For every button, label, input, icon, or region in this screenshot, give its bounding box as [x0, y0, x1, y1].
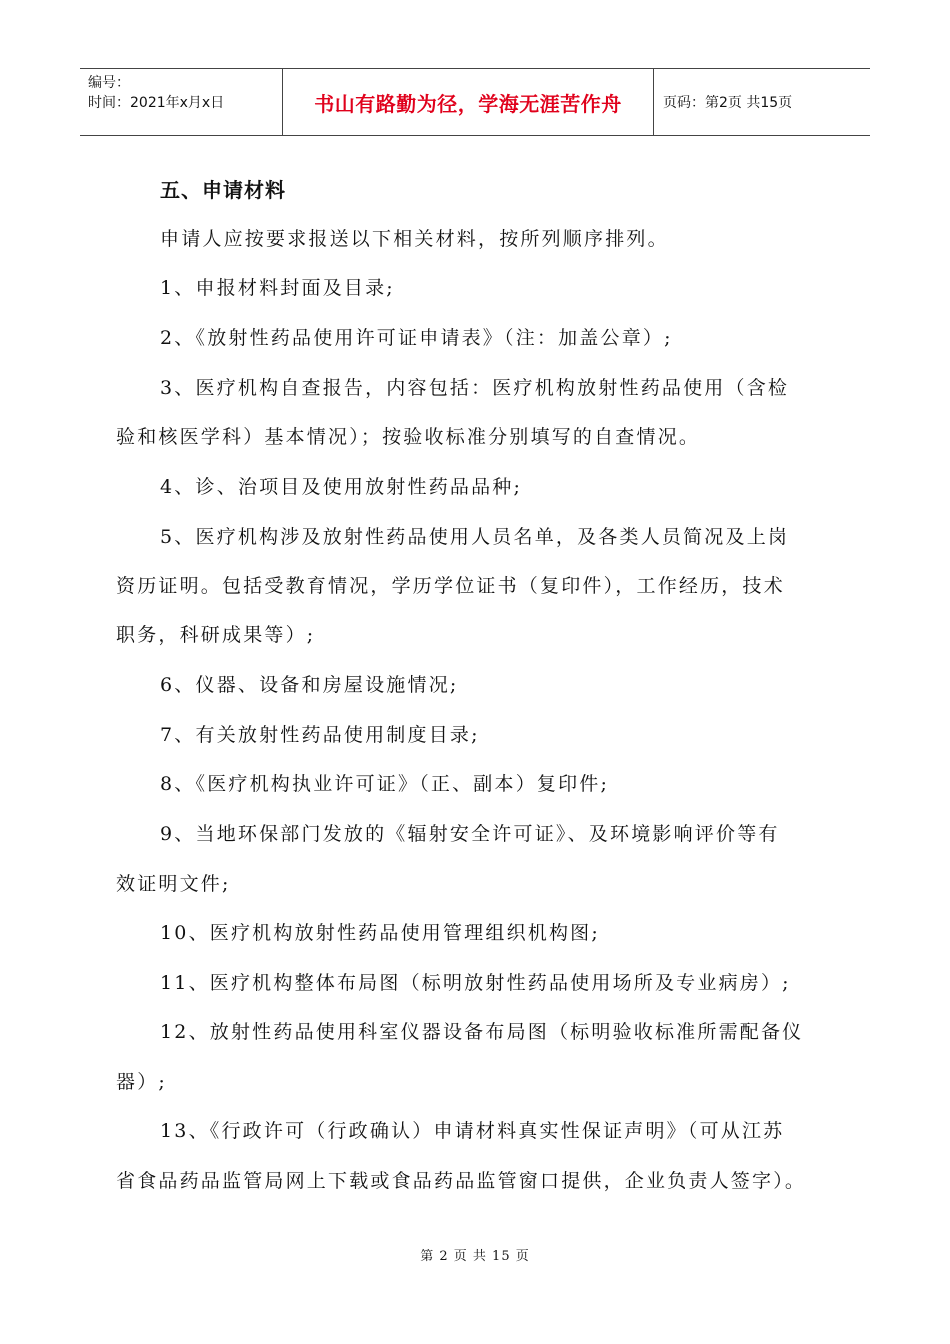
list-item: 1、申报材料封面及目录;: [160, 277, 395, 299]
header-page-info: 页码：第2页 共15页: [663, 95, 793, 111]
header-motto-cell: [282, 69, 654, 135]
list-item-continuation: 器）;: [116, 1071, 168, 1093]
page-footer: 第 2 页 共 15 页: [420, 1249, 530, 1264]
list-item-continuation: 效证明文件;: [116, 873, 231, 895]
paragraph-line: 申请人应按要求报送以下相关材料，按所列顺序排列。: [160, 228, 669, 250]
list-item-continuation: 省食品药品监管局网上下载或食品药品监管窗口提供，企业负责人签字）。: [116, 1170, 807, 1192]
header-meta: [80, 69, 282, 135]
list-item: 8、《医疗机构执业许可证》（正、副本）复印件;: [160, 773, 610, 795]
list-item: 11、医疗机构整体布局图（标明放射性药品使用场所及专业病房）;: [160, 972, 791, 994]
list-item: 3、医疗机构自查报告，内容包括：医疗机构放射性药品使用（含检: [160, 377, 790, 399]
page-header: [80, 68, 870, 136]
list-item: 12、放射性药品使用科室仪器设备布局图（标明验收标准所需配备仪: [160, 1021, 804, 1043]
list-item: 2、《放射性药品使用许可证申请表》（注：加盖公章）;: [160, 327, 673, 349]
header-motto: 书山有路勤为径，学海无涯苦作舟: [314, 91, 622, 116]
list-item: 13、《行政许可（行政确认）申请材料真实性保证声明》（可从江苏: [160, 1120, 785, 1142]
list-item: 7、有关放射性药品使用制度目录;: [160, 724, 480, 746]
list-item-continuation: 职务，科研成果等）;: [116, 624, 316, 646]
list-item-continuation: 验和核医学科）基本情况）；按验收标准分别填写的自查情况。: [116, 426, 701, 448]
list-item: 9、当地环保部门发放的《辐射安全许可证》、及环境影响评价等有: [160, 823, 780, 845]
list-item: 5、医疗机构涉及放射性药品使用人员名单，及各类人员简况及上岗: [160, 526, 790, 548]
list-item: 6、仪器、设备和房屋设施情况;: [160, 674, 459, 696]
list-item: 4、诊、治项目及使用放射性药品品种;: [160, 476, 523, 498]
list-item-continuation: 资历证明。包括受教育情况，学历学位证书（复印件），工作经历，技术: [116, 575, 785, 597]
document-time-label: 时间：2021年x月x日: [88, 95, 225, 111]
list-item: 10、医疗机构放射性药品使用管理组织机构图;: [160, 922, 600, 944]
document-number-label: 编号：: [88, 75, 130, 91]
section-heading: 五、申请材料: [160, 178, 286, 202]
